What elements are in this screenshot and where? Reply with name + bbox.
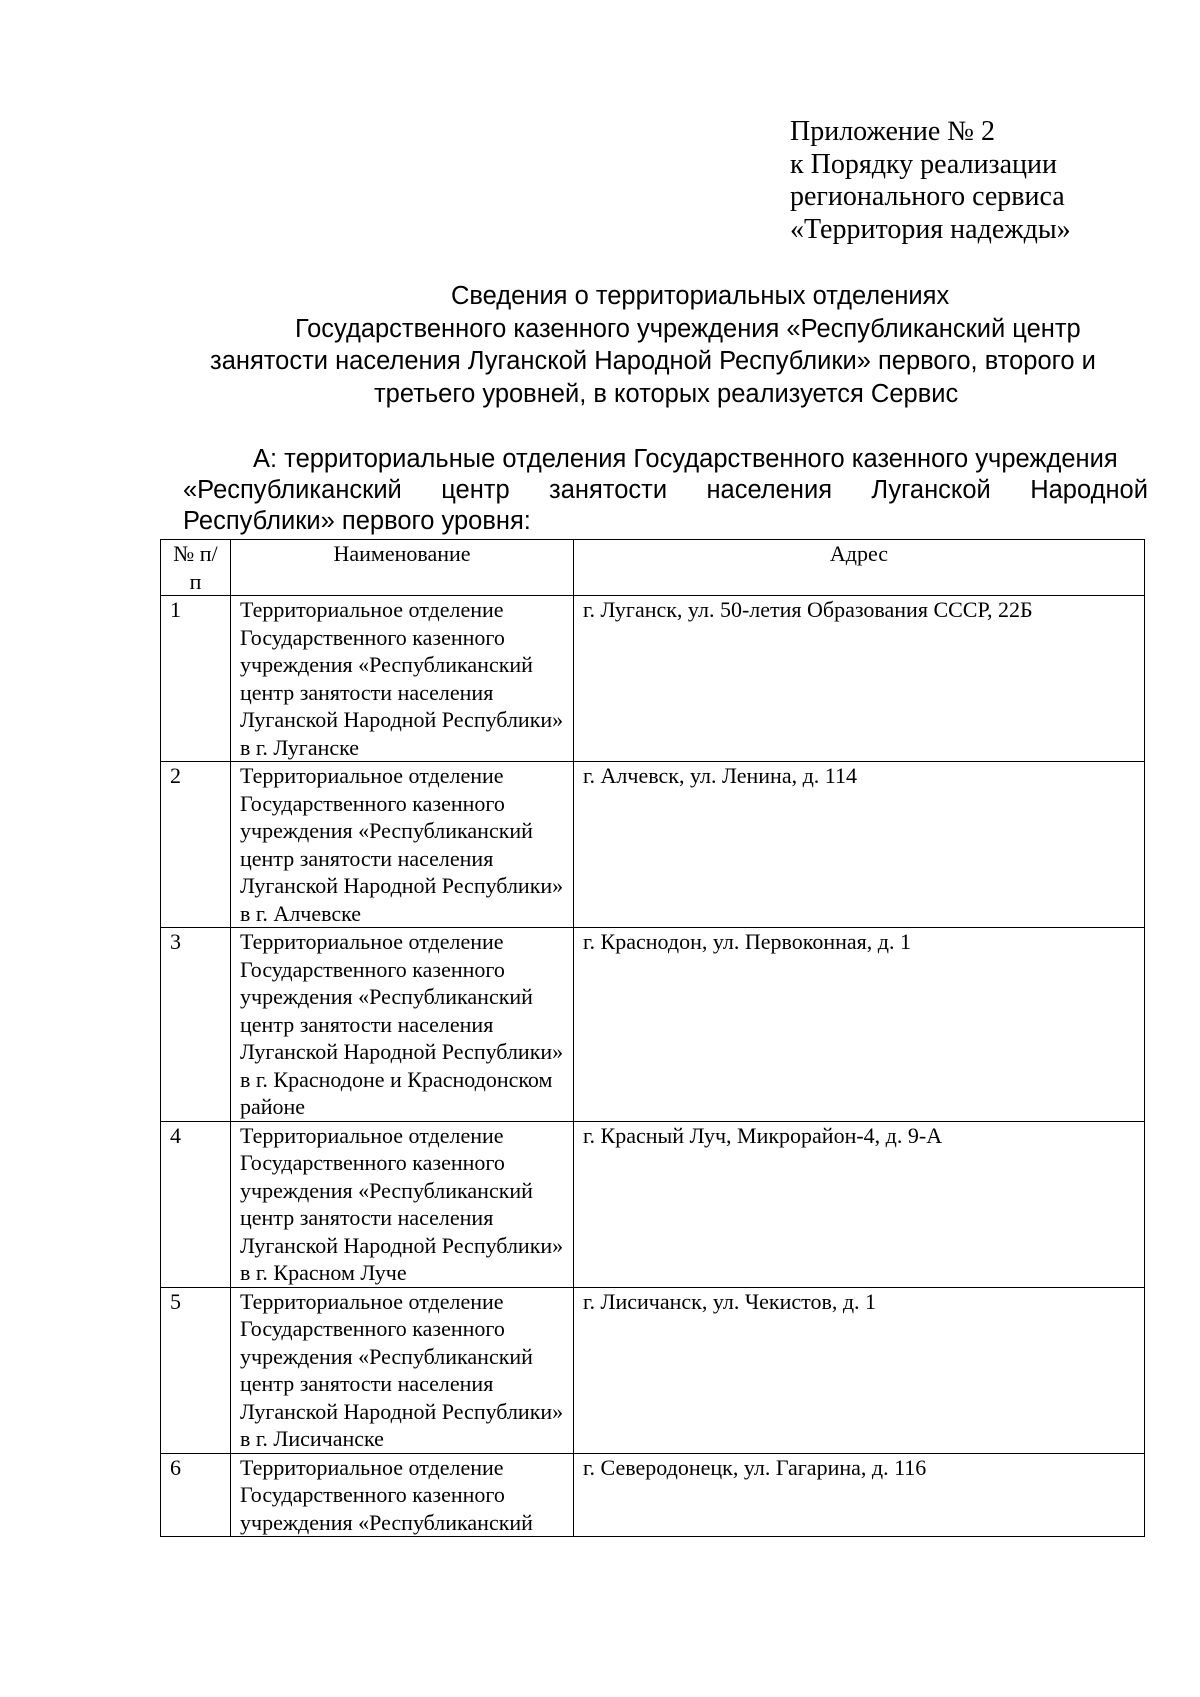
title-line-1: Сведения о территориальных отделениях: [451, 282, 950, 310]
section-a-word: Луганской: [871, 476, 991, 504]
row-name: Территориальное отделение Государственного казенного учреждения «Республиканский центр занятости населения Луганской Народной Республики» в г. Луганске: [231, 596, 574, 762]
section-a-word: населения: [706, 476, 832, 504]
appendix-header: [790, 116, 1150, 246]
section-a-line-2: [183, 475, 1148, 506]
row-name: Территориальное отделение Государственного казенного учреждения «Республиканский: [231, 1453, 574, 1537]
row-num: 1: [161, 596, 231, 762]
appendix-line-2: к Порядку реализации: [790, 148, 1057, 180]
row-name: Территориальное отделение Государственного казенного учреждения «Республиканский центр занятости населения Луганской Народной Республики» в г. Краснодоне и Краснодонском районе: [231, 928, 574, 1122]
table-row: [161, 762, 1145, 928]
row-name: Территориальное отделение Государственного казенного учреждения «Республиканский центр занятости населения Луганской Народной Республики» в г. Лисичанске: [231, 1287, 574, 1453]
row-address: г. Северодонецк, ул. Гагарина, д. 116: [574, 1453, 1145, 1537]
section-a-word: Народной: [1030, 476, 1148, 504]
territorial-units-table: [160, 539, 1145, 1537]
row-num: 2: [161, 762, 231, 928]
title-line-3: занятости населения Луганской Народной Республики» первого, второго и: [210, 347, 1096, 375]
row-address: г. Краснодон, ул. Первоконная, д. 1: [574, 928, 1145, 1122]
section-a-word: «Республиканский: [183, 476, 402, 504]
row-name: Территориальное отделение Государственного казенного учреждения «Республиканский центр занятости населения Луганской Народной Республики» в г. Алчевске: [231, 762, 574, 928]
section-a-line-3: Республики» первого уровня:: [183, 507, 531, 535]
row-num: 5: [161, 1287, 231, 1453]
table-row: [161, 1121, 1145, 1287]
section-a-word: центр: [441, 476, 510, 504]
row-name: Территориальное отделение Государственного казенного учреждения «Республиканский центр занятости населения Луганской Народной Республики» в г. Красном Луче: [231, 1121, 574, 1287]
row-num: 3: [161, 928, 231, 1122]
section-a-heading: [183, 444, 1148, 537]
table-row: [161, 1453, 1145, 1537]
row-address: г. Луганск, ул. 50-летия Образования СССР, 22Б: [574, 596, 1145, 762]
header-num: № п/п: [161, 540, 231, 596]
appendix-line-4: «Территория надежды»: [790, 213, 1071, 245]
table-row: [161, 1287, 1145, 1453]
row-num: 6: [161, 1453, 231, 1537]
section-a-word: занятости: [549, 476, 668, 504]
header-address: Адрес: [574, 540, 1145, 596]
row-num: 4: [161, 1121, 231, 1287]
table-row: [161, 596, 1145, 762]
title-line-4: третьего уровней, в которых реализуется Сервис: [374, 379, 959, 408]
table-row: [161, 928, 1145, 1122]
document-title: [160, 280, 1160, 410]
header-name: Наименование: [231, 540, 574, 596]
title-line-2: Государственного казенного учреждения «Республиканский центр: [295, 314, 1081, 343]
row-address: г. Алчевск, ул. Ленина, д. 114: [574, 762, 1145, 928]
appendix-line-3: регионального сервиса: [790, 181, 1065, 212]
section-a-line-1: А: территориальные отделения Государственного казенного учреждения: [253, 445, 1118, 473]
appendix-line-1: Приложение № 2: [790, 116, 995, 147]
row-address: г. Красный Луч, Микрорайон-4, д. 9-А: [574, 1121, 1145, 1287]
table-header-row: [161, 540, 1145, 596]
row-address: г. Лисичанск, ул. Чекистов, д. 1: [574, 1287, 1145, 1453]
